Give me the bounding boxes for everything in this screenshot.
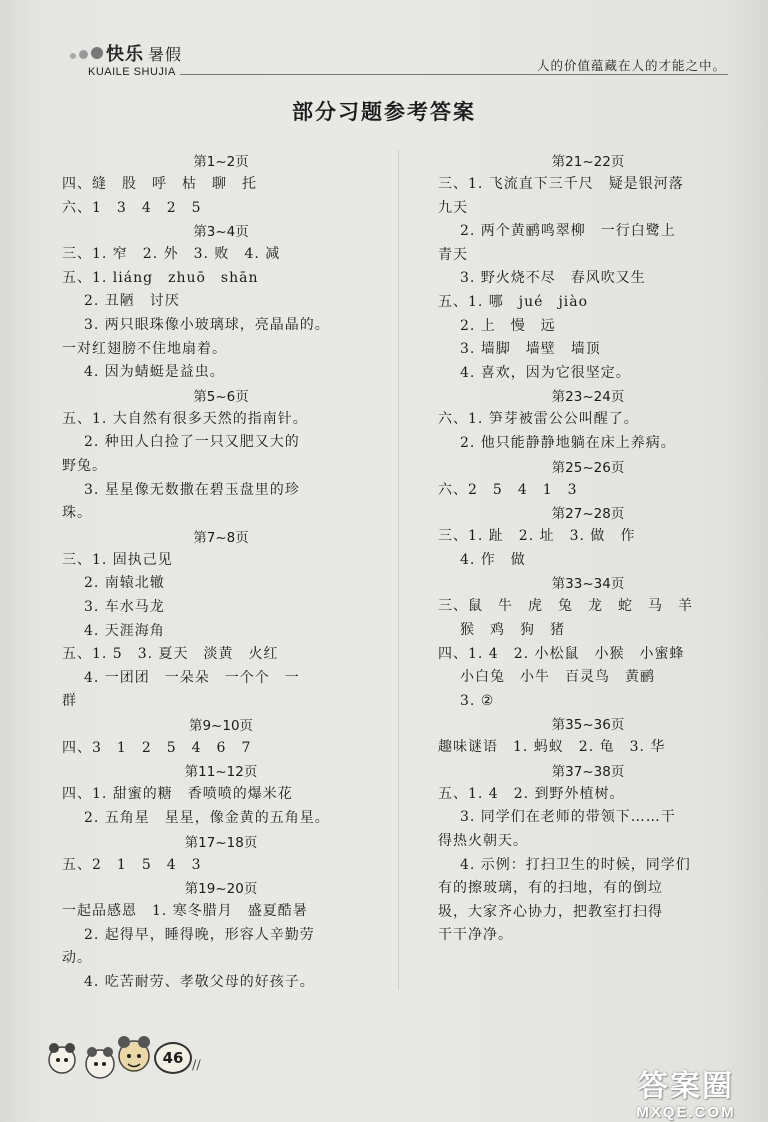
page-title: 部分习题参考答案 (292, 100, 476, 124)
answer-line: 四、1. 4 2. 小松鼠 小猴 小蜜蜂 (438, 645, 685, 662)
answer-line: 2. 丑陋 讨厌 (84, 293, 180, 310)
section-heading: 第19~20页 (184, 881, 258, 898)
answer-line: 三、1. 趾 2. 址 3. 做 作 (438, 528, 636, 545)
answer-line: 3. ② (460, 692, 495, 709)
section-heading: 第17~18页 (184, 834, 258, 851)
section-heading: 第9~10页 (188, 717, 254, 734)
answer-line: 珠。 (62, 505, 92, 522)
watermark-en: MXQE.COM (636, 1104, 736, 1121)
answer-line: 三、1. 飞流直下三千尺 疑是银河落 (438, 176, 684, 192)
answer-line: 一起品感恩 1. 寒冬腊月 盛夏酷暑 (62, 903, 308, 920)
answer-line: 2. 五角星 星星，像金黄的五角星。 (84, 810, 330, 827)
watermark-cn: 答案圈 (638, 1070, 734, 1103)
answer-line: 六、1. 笋芽被雷公公叫醒了。 (438, 411, 639, 428)
watermark (618, 1070, 754, 1121)
section-heading: 第27~28页 (551, 506, 625, 523)
answer-line: 有的擦玻璃，有的扫地，有的倒垃 (438, 880, 663, 897)
answer-line: 青天 (438, 246, 468, 263)
logo-cn-sub: 暑假 (148, 45, 183, 64)
answer-line: 3. 车水马龙 (84, 598, 165, 615)
logo-title (106, 40, 182, 66)
answer-line: 4. 示例：打扫卫生的时候，同学们 (460, 856, 691, 873)
answer-line: 趣味谜语 1. 蚂蚁 2. 龟 3. 华 (438, 739, 666, 756)
answer-line: 九天 (438, 199, 468, 216)
answer-line: 2. 南辕北辙 (84, 575, 165, 592)
answer-line: 猴 鸡 狗 猪 (460, 621, 565, 638)
answer-line: 五、1. 4 2. 到野外植树。 (438, 785, 625, 802)
answer-line: 4. 因为蜻蜓是益虫。 (84, 364, 225, 381)
section-heading: 第3~4页 (193, 224, 249, 241)
answer-line: 3. 同学们在老师的带领下……干 (460, 809, 676, 826)
answer-line: 3. 墙脚 墙壁 墙顶 (460, 341, 601, 358)
answer-line: 2. 上 慢 远 (460, 317, 556, 334)
answer-line: 五、1. 大自然有很多天然的指南针。 (62, 410, 308, 427)
answer-line: 六、1 3 4 2 5 (62, 199, 202, 216)
logo-dots-icon (70, 44, 106, 63)
answer-line: 3. 星星像无数撒在碧玉盘里的珍 (84, 481, 300, 498)
answer-line: 4. 一团团 一朵朵 一个个 一 (84, 669, 300, 686)
section-heading: 第23~24页 (551, 389, 625, 406)
right-answer-column (438, 150, 738, 948)
section-heading: 第37~38页 (551, 763, 625, 780)
answer-line: 圾，大家齐心协力，把教室打扫得 (438, 903, 663, 920)
logo-en: KUAILE SHUJIA (88, 66, 176, 78)
answer-line: 动。 (62, 950, 92, 967)
header-motto: 人的价值蕴藏在人的才能之中。 (536, 58, 726, 73)
answer-line: 2. 种田人白捡了一只又肥又大的 (84, 434, 300, 451)
answer-line: 群 (62, 693, 77, 710)
page-number-tick: // (192, 1058, 201, 1073)
answer-line: 3. 野火烧不尽 春风吹又生 (460, 270, 646, 287)
logo-cn: 快乐 (106, 44, 144, 65)
section-heading: 第35~36页 (551, 717, 625, 734)
section-heading: 第1~2页 (193, 154, 249, 170)
answer-line: 五、1. liáng zhuō shān (62, 269, 259, 286)
answer-line: 五、1. 哪 jué jiào (438, 293, 589, 310)
section-heading: 第25~26页 (551, 459, 625, 476)
section-heading: 第5~6页 (193, 388, 249, 405)
answer-line: 五、1. 5 3. 夏天 淡黄 火红 (62, 646, 279, 663)
answer-line: 4. 天涯海角 (84, 622, 165, 639)
cartoon-animals-icon (40, 1020, 150, 1094)
answer-line: 三、1. 窄 2. 外 3. 败 4. 减 (62, 246, 281, 263)
answer-line: 五、2 1 5 4 3 (62, 856, 202, 873)
answer-line: 四、3 1 2 5 4 6 7 (62, 739, 252, 756)
answer-line: 得热火朝天。 (438, 833, 528, 850)
section-heading: 第11~12页 (184, 764, 258, 781)
answer-line: 野兔。 (62, 457, 107, 474)
answer-line: 三、1. 固执己见 (62, 551, 173, 568)
answer-line: 4. 喜欢，因为它很坚定。 (460, 364, 631, 381)
answer-line: 一对红翅膀不住地扇着。 (62, 340, 227, 357)
answer-line: 3. 两只眼珠像小玻璃球，亮晶晶的。 (84, 316, 330, 333)
answer-line: 2. 起得早，睡得晚，形容人辛勤劳 (84, 926, 315, 943)
answer-line: 四、缝 股 呼 枯 聊 托 (62, 176, 257, 192)
section-heading: 第33~34页 (551, 576, 625, 593)
left-answer-column (62, 150, 380, 995)
answer-line: 小白兔 小牛 百灵鸟 黄鹂 (460, 669, 655, 686)
book-logo (70, 40, 230, 86)
answer-line: 2. 两个黄鹂鸣翠柳 一行白鹭上 (460, 223, 676, 240)
answer-line: 2. 他只能静静地躺在床上养病。 (460, 434, 676, 451)
section-heading: 第21~22页 (551, 154, 625, 170)
column-divider (398, 150, 399, 990)
answer-line: 4. 吃苦耐劳、孝敬父母的好孩子。 (84, 974, 315, 991)
section-heading: 第7~8页 (193, 529, 249, 546)
page-number: 46 (154, 1042, 192, 1074)
answer-line: 四、1. 甜蜜的糖 香喷喷的爆米花 (62, 786, 293, 803)
header-rule (180, 74, 728, 75)
answer-line: 干干净净。 (438, 927, 513, 944)
answer-line: 4. 作 做 (460, 551, 526, 568)
answer-line: 三、鼠 牛 虎 兔 龙 蛇 马 羊 (438, 598, 693, 615)
answer-line: 六、2 5 4 1 3 (438, 481, 578, 498)
